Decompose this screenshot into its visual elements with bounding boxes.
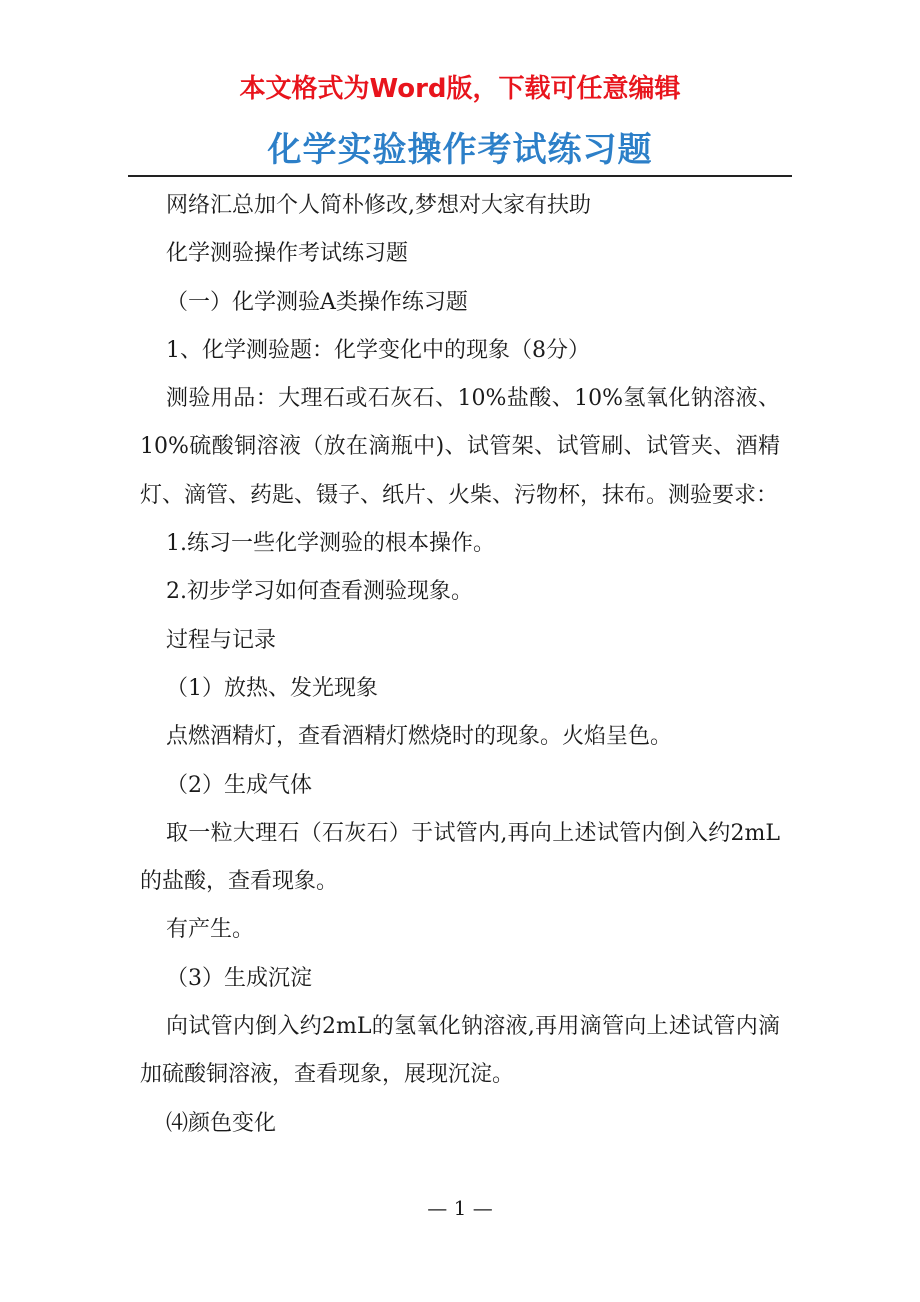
step-heading-3: （3）生成沉淀	[166, 965, 312, 991]
document-title: 化学实验操作考试练习题	[267, 130, 653, 170]
section-heading: 化学测验操作考试练习题	[166, 241, 409, 267]
step-heading-2: （2）生成气体	[166, 772, 312, 798]
process-heading: 过程与记录	[166, 627, 277, 653]
step-heading-4: ⑷颜色变化	[166, 1110, 277, 1136]
title-divider	[128, 175, 792, 177]
step-heading-1: （1）放热、发光现象	[166, 675, 378, 701]
question-heading: 1、化学测验题：化学变化中的现象（8分）	[166, 337, 590, 363]
materials-paragraph: 测验用品：大理石或石灰石、10%盐酸、10%氢氧化钠溶液、10%硫酸铜溶液（放在滴瓶中)、试管架、试管刷、试管夹、酒精灯、滴管、药匙、镊子、纸片、火柴、污物杯，抹布。测验要求：	[140, 386, 780, 508]
subsection-heading: （一）化学测验A类操作练习题	[166, 289, 468, 315]
step-text-1: 点燃酒精灯，查看酒精灯燃烧时的现象。火焰呈色。	[166, 724, 673, 750]
step-text-2: 取一粒大理石（石灰石）于试管内,再向上述试管内倒入约2mL的盐酸，查看现象。	[140, 820, 780, 895]
step-result-2: 有产生。	[166, 917, 255, 943]
page-number: — 1 —	[427, 1196, 493, 1220]
requirement-item-2: 2.初步学习如何查看测验现象。	[166, 579, 473, 605]
download-banner: 本文格式为Word版，下载可任意编辑	[239, 74, 681, 104]
step-text-3: 向试管内倒入约2mL的氢氧化钠溶液,再用滴管向上述试管内滴加硫酸铜溶液，查看现象，展现沉淀。	[140, 1014, 780, 1088]
intro-note: 网络汇总加个人简朴修改,梦想对大家有扶助	[166, 193, 591, 218]
requirement-item-1: 1.练习一些化学测验的根本操作。	[166, 531, 495, 557]
document-body	[140, 182, 780, 1148]
